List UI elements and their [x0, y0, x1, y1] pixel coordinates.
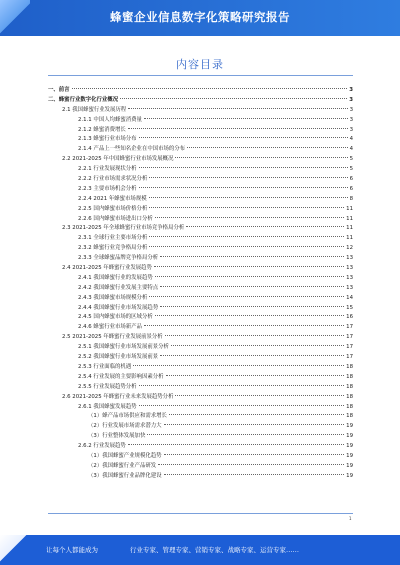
toc-entry-label: 2.5.5 行业发展趋势分析 — [78, 383, 137, 390]
toc-entry[interactable] — [48, 254, 353, 264]
toc-entry[interactable] — [48, 86, 353, 96]
toc-leader-dots — [171, 345, 344, 346]
toc-entry-label: 2.2.6 国内蜂蜜市场进出口分析 — [78, 215, 153, 222]
toc-entry-page: 14 — [346, 294, 353, 301]
toc-entry-label: 2.6.1 我国蜂蜜发展趋势 — [78, 403, 137, 410]
toc-heading: 内容目录 — [176, 58, 224, 71]
toc-entry-label: 2.6 2021-2025 年蜂蜜行业未来发展趋势分析 — [62, 393, 174, 400]
toc-entry[interactable] — [48, 155, 353, 165]
toc-entry[interactable] — [48, 145, 353, 155]
toc-entry-page: 17 — [346, 354, 353, 361]
toc-leader-dots — [175, 157, 347, 158]
toc-entry[interactable] — [48, 313, 353, 323]
toc-entry[interactable] — [48, 393, 353, 403]
toc-leader-dots — [149, 246, 344, 247]
toc-entry-label: 二、蜂蜜行业数字化行业概况 — [48, 96, 119, 103]
toc-leader-dots — [160, 286, 344, 287]
report-footer — [0, 535, 400, 565]
footer-slogan-right: 行业专家、管理专家、营销专家、战略专家、运营专家…… — [130, 546, 299, 554]
toc-entry-page: 18 — [346, 403, 353, 410]
toc-entry[interactable] — [48, 234, 353, 244]
toc-leader-dots — [149, 296, 344, 297]
toc-entry-label: 2.4.1 我国蜂蜜行业的发展趋势 — [78, 274, 153, 281]
toc-entry-page: 18 — [346, 413, 353, 420]
toc-leader-dots — [164, 454, 345, 455]
toc-entry[interactable] — [48, 96, 353, 106]
toc-leader-dots — [164, 474, 345, 475]
toc-entry[interactable] — [48, 116, 353, 126]
toc-entry[interactable] — [48, 215, 353, 225]
toc-entry-label: 2.3.3 全球蜂蜜品牌竞争格局分析 — [78, 255, 159, 262]
toc-leader-dots — [155, 276, 344, 277]
toc-leader-dots — [158, 464, 344, 465]
toc-entry[interactable] — [48, 432, 353, 442]
toc-entry[interactable] — [48, 274, 353, 284]
toc-entry[interactable] — [48, 264, 353, 274]
toc-entry-label: 2.4.6 蜂蜜行业市场新产品 — [78, 324, 142, 331]
toc-entry[interactable] — [48, 472, 353, 482]
toc-entry-page: 19 — [346, 433, 353, 440]
toc-entry-page: 8 — [349, 195, 353, 202]
toc-entry-page: 3 — [349, 106, 353, 113]
toc-entry-page: 19 — [346, 443, 353, 450]
toc-entry[interactable] — [48, 165, 353, 175]
toc-leader-dots — [139, 137, 348, 138]
toc-entry-label: 2.1.1 中国人均蜂蜜消费量 — [78, 116, 142, 123]
toc-leader-dots — [149, 236, 344, 237]
toc-entry-page: 15 — [346, 304, 353, 311]
toc-entry-page: 13 — [346, 274, 353, 281]
toc-entry-label: 2.4.5 国内蜂蜜市场的区域分析 — [78, 314, 153, 321]
toc-entry-page: 17 — [346, 344, 353, 351]
toc-entry-page: 11 — [346, 205, 353, 212]
toc-entry-label: （1）我国蜂蜜产业规模化趋势 — [88, 452, 162, 459]
toc-entry-label: 2.6.2 行业发展趋势 — [78, 443, 126, 450]
footer-slogan-left: 让每个人都能成为 — [46, 546, 98, 554]
toc-entry[interactable] — [48, 195, 353, 205]
table-of-contents — [48, 86, 353, 482]
toc-entry-label: 一、前言 — [48, 87, 70, 93]
toc-entry[interactable] — [48, 294, 353, 304]
toc-leader-dots — [154, 266, 344, 267]
toc-entry[interactable] — [48, 383, 353, 393]
toc-leader-dots — [164, 424, 345, 425]
toc-entry[interactable] — [48, 304, 353, 314]
toc-entry-page: 6 — [349, 176, 353, 183]
toc-leader-dots — [128, 128, 348, 129]
toc-entry-page: 18 — [346, 383, 353, 390]
toc-entry-label: 2.3.2 蜂蜜行业竞争格局分析 — [78, 245, 148, 252]
toc-leader-dots — [139, 167, 348, 168]
toc-leader-dots — [139, 385, 345, 386]
toc-entry-page: 4 — [349, 146, 353, 153]
toc-leader-dots — [128, 108, 347, 109]
toc-entry-label: 2.3 2021-2025 年全球蜂蜜行业市场竞争格局分析 — [62, 225, 185, 232]
toc-entry[interactable] — [48, 185, 353, 195]
toc-entry[interactable] — [48, 442, 353, 452]
toc-entry-label: 2.2.2 行业市场需求状况分析 — [78, 176, 148, 183]
toc-entry-page: 19 — [346, 423, 353, 430]
toc-entry[interactable] — [48, 175, 353, 185]
report-title: 蜂蜜企业信息数字化策略研究报告 — [110, 10, 290, 24]
toc-entry-label: 2.5.3 行业面临的机遇 — [78, 363, 132, 370]
toc-entry-label: （2）我国蜂蜜行业产品研发 — [88, 462, 157, 469]
toc-leader-dots — [160, 306, 344, 307]
toc-entry[interactable] — [48, 333, 353, 343]
toc-entry-page: 6 — [349, 185, 353, 192]
toc-leader-dots — [175, 395, 344, 396]
toc-entry-label: （3）我国蜂蜜行业品牌化建设 — [88, 472, 162, 479]
toc-entry-page: 18 — [346, 393, 353, 400]
toc-entry-page: 18 — [346, 373, 353, 380]
toc-entry[interactable] — [48, 452, 353, 462]
toc-leader-dots — [166, 375, 345, 376]
toc-entry-page: 3 — [349, 87, 353, 93]
toc-entry-label: 2.3.1 全球行业主要市场分析 — [78, 235, 148, 242]
toc-entry-label: 2.5 2021-2025 年蜂蜜行业发展前景分析 — [62, 334, 163, 341]
toc-entry-page: 11 — [346, 215, 353, 222]
toc-entry[interactable] — [48, 205, 353, 215]
toc-leader-dots — [149, 197, 348, 198]
toc-entry-page: 3 — [349, 116, 353, 123]
toc-leader-dots — [144, 118, 348, 119]
toc-entry[interactable] — [48, 403, 353, 413]
toc-entry[interactable] — [48, 462, 353, 472]
toc-leader-dots — [186, 226, 344, 227]
toc-entry-label: （3）行业整体发展加快 — [88, 433, 146, 440]
toc-leader-dots — [120, 98, 347, 99]
toc-entry-page: 13 — [346, 255, 353, 262]
toc-leader-dots — [165, 335, 344, 336]
footer-logo-shape — [0, 535, 28, 565]
toc-leader-dots — [155, 217, 344, 218]
toc-leader-dots — [160, 256, 344, 257]
toc-entry-page: 5 — [349, 166, 353, 173]
toc-entry[interactable] — [48, 244, 353, 254]
toc-leader-dots — [128, 444, 344, 445]
toc-entry[interactable] — [48, 106, 353, 116]
toc-entry-page: 17 — [346, 324, 353, 331]
toc-entry-page: 4 — [349, 136, 353, 143]
toc-entry-page: 18 — [346, 363, 353, 370]
toc-entry-label: 2.1.3 蜂蜜行业市场分布 — [78, 136, 137, 143]
toc-entry-label: 2.1.2 蜂蜜消费增长 — [78, 126, 126, 133]
toc-entry[interactable] — [48, 126, 353, 136]
toc-leader-dots — [187, 147, 347, 148]
toc-entry-label: 2.1 我国蜂蜜行业发展历程 — [62, 106, 127, 113]
toc-entry-label: 2.2.5 国内蜂蜜市场价格分析 — [78, 205, 148, 212]
toc-top-rule — [48, 75, 353, 76]
toc-entry-label: （1）蜂产品市场供应和需求增长 — [88, 413, 167, 420]
toc-entry-label: （2）行业发展市场需求潜力大 — [88, 423, 162, 430]
toc-entry-label: 2.1.4 产品上一些知名企业在中国市场的分布 — [78, 146, 186, 153]
toc-entry[interactable] — [48, 412, 353, 422]
toc-leader-dots — [149, 177, 347, 178]
toc-entry[interactable] — [48, 373, 353, 383]
toc-leader-dots — [139, 405, 345, 406]
toc-leader-dots — [133, 365, 344, 366]
toc-entry[interactable] — [48, 422, 353, 432]
toc-entry-label: 2.5.4 行业发展的主要影响因素分析 — [78, 373, 164, 380]
toc-leader-dots — [144, 325, 344, 326]
toc-entry-label: 2.2.4 2021 年蜂蜜市场规模 — [78, 195, 147, 202]
toc-leader-dots — [139, 187, 348, 188]
toc-entry-label: 2.4.2 我国蜂蜜行业发展主要特点 — [78, 284, 159, 291]
report-header — [0, 0, 400, 36]
toc-leader-dots — [72, 88, 348, 89]
toc-entry-label: 2.4.3 我国蜂蜜市场规模分析 — [78, 294, 148, 301]
toc-entry[interactable] — [48, 224, 353, 234]
toc-entry-label: 2.2.1 行业发展现状分析 — [78, 166, 137, 173]
toc-entry-page: 11 — [346, 235, 353, 242]
toc-bottom-rule — [48, 513, 353, 514]
page-number: 1 — [349, 516, 352, 521]
toc-entry-page: 13 — [346, 265, 353, 272]
toc-entry-page: 17 — [346, 334, 353, 341]
toc-entry-label: 2.2.3 主要市场机会分析 — [78, 185, 137, 192]
toc-entry-label: 2.5.2 我国蜂蜜行业市场发展前景 — [78, 354, 159, 361]
toc-entry[interactable] — [48, 135, 353, 145]
toc-leader-dots — [149, 207, 344, 208]
toc-entry[interactable] — [48, 284, 353, 294]
toc-entry-label: 2.2 2021-2025 年中国蜂蜜行业市场发展概况 — [62, 156, 174, 163]
toc-entry-page: 3 — [349, 126, 353, 133]
toc-leader-dots — [147, 434, 344, 435]
toc-entry-label: 2.5.1 我国蜂蜜行业市场发展前景分析 — [78, 344, 169, 351]
toc-entry-page: 19 — [346, 452, 353, 459]
toc-entry-page: 3 — [349, 96, 353, 103]
toc-entry-page: 13 — [346, 284, 353, 291]
toc-entry[interactable] — [48, 343, 353, 353]
toc-entry[interactable] — [48, 323, 353, 333]
toc-leader-dots — [160, 355, 344, 356]
toc-leader-dots — [169, 414, 344, 415]
toc-entry-page: 19 — [346, 472, 353, 479]
toc-entry-page: 11 — [346, 225, 353, 232]
toc-entry-label: 2.4 2021-2025 年蜂蜜行业发展趋势 — [62, 265, 152, 272]
toc-entry-page: 12 — [346, 245, 353, 252]
toc-leader-dots — [155, 315, 344, 316]
toc-entry[interactable] — [48, 363, 353, 373]
toc-entry-page: 16 — [346, 314, 353, 321]
toc-entry-page: 5 — [349, 156, 353, 163]
toc-entry-page: 19 — [346, 462, 353, 469]
toc-entry[interactable] — [48, 353, 353, 363]
toc-entry-label: 2.4.4 我国蜂蜜行业市场发展趋势 — [78, 304, 159, 311]
